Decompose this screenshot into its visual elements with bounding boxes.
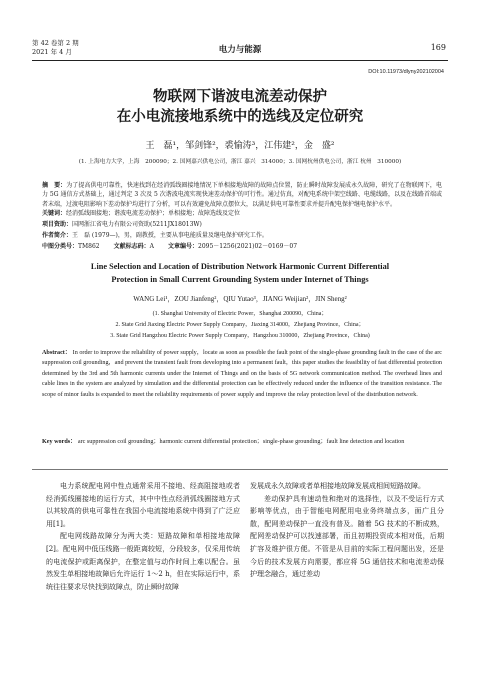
page-number: 169 xyxy=(430,43,446,52)
body-paragraph: 电力系统配电网中性点通常采用不接地、经高阻接地或者经消弧线圈接地的运行方式，其中中性点经消弧线圈接地方式以其较高的供电可靠性在我国小电流接地系统中得到了广泛应用[1]。 xyxy=(46,482,240,528)
fund-text: 国网浙江省电力有限公司资助(5211JX18013W) xyxy=(72,221,202,228)
doc-code-label: 文献标志码： xyxy=(113,243,150,250)
doi: DOI:10.11973/dlyny202102004 xyxy=(368,69,444,75)
abstract-zh-label: 摘 要： xyxy=(42,182,67,189)
body-column-left xyxy=(46,480,240,593)
body-column-right xyxy=(250,480,444,581)
volume-issue: 第 42 卷第 2 期 xyxy=(32,39,79,47)
journal-name: 电力与能源 xyxy=(218,45,262,55)
abstract-zh-text: 为了提高供电可靠性，快速找到在经消弧线圈接地情况下单相接地故障的故障点位置，防止瞬时故障发展成永久故障，研究了在物联网下，电力 5G 通信方式基础上，通过判定 3 次及 5 次谐波电流实现快速差动保护的可行性。通过仿真，对配电系统中架空线路、电缆线路，以及在线路首端或者末端，过渡电阻影响下差动保护均进行了分析，可以有效避免故障点摆位大，以满足供电可靠性要求并提升配电保护继电保护水平。 xyxy=(42,182,442,208)
doc-code-value: A xyxy=(149,243,154,250)
author-bio xyxy=(42,230,268,239)
keywords-zh-label: 关键词： xyxy=(42,210,67,217)
abstract-en-text: In order to improve the reliability of power supply，locate as soon as possible the fault point of the single-phase grounding fault in the case of the arc suppression coil grounding，and prevent the transient fault from developing into a permanent fault，this paper studies the feasibility of fast differential protection determined by the 3rd and 5th harmonic currents under the Internet of Things and on the basis of 5G network communication method. The overhead lines and cable lines in the system are analyzed by simulation and the differential protection can be effectively reduced under the influence of the transition resistance. The scope of minor faults is expanded to meet the reliability requirements of power supply and improve the relay protection level of the distribution network. xyxy=(42,350,442,398)
article-no-value: 2095－1256(2021)02－0169－07 xyxy=(198,243,298,250)
keywords-zh-text: 经消弧线圈接地；谐波电流差动保护；单相接地；故障选线及定位 xyxy=(66,210,241,217)
issue-date: 2021 年 4 月 xyxy=(32,48,72,56)
abstract-en xyxy=(42,348,442,400)
header-rule xyxy=(32,60,448,61)
affiliation-en-1: (1. Shanghai University of Electric Power，Shanghai 200090，China； xyxy=(152,311,328,317)
keywords-en-label: Key words： xyxy=(42,439,77,445)
abstract-en-label: Abstract： xyxy=(42,350,72,356)
title-en-line-1: Line Selection and Location of Distribution Network Harmonic Current Differential xyxy=(90,262,390,271)
affiliations-zh: (1. 上海电力大学，上海 200090；2. 国网嘉兴供电公司，浙江 嘉兴 314000；3. 国网杭州供电公司，浙江 杭州 310000) xyxy=(78,159,402,165)
author-bio-label: 作者简介： xyxy=(42,232,73,239)
keywords-en xyxy=(42,437,442,447)
author-bio-text: 王 磊 (1979—)，男，副教授，主要从事电能质量及继电保护研究工作。 xyxy=(72,232,268,239)
fund-info xyxy=(42,219,202,228)
abstract-zh xyxy=(42,181,442,209)
article-no-label: 文章编号： xyxy=(167,243,198,250)
title-zh-line-1: 物联网下谐波电流差动保护 xyxy=(153,88,327,105)
body-paragraph: 差动保护具有速动性和绝对的选择性，以及不受运行方式影响等优点，由于智能电网配用电业务终端点多，面广且分散，配网差动保护一直没有普及。随着 5G 技术的不断成熟，配网差动保护可以找速部署，而且初期投资成本相对低，后期扩容及维护很方便。不管是从目前的实际工程问题出发，还是今后的技术发展方向需要，都应将 5G 通信技术和电流差动保护理念融合，通过差动 xyxy=(250,494,444,579)
keywords-en-text: arc suppression coil grounding；harmonic current differential protection；single-phase grounding；fault line detection and location xyxy=(77,439,405,445)
body-paragraph: 发展成永久故障或者单相接地故障发展成相间短路故障。 xyxy=(250,482,425,490)
authors-zh: 王 磊¹，邹剑锋²，裘愉涛³，江伟建²，金 盛² xyxy=(145,141,335,151)
keywords-zh xyxy=(42,208,240,217)
clc-value: TM862 xyxy=(78,243,100,250)
title-zh-line-2: 在小电流接地系统中的选线及定位研究 xyxy=(116,108,364,125)
body-paragraph: 配电网线路故障分为两大类：短路故障和单相接地故障[2]。配电网中低压线路一般距离较短，分段较多，仅采用传统的电流保护或距离保护，在整定值与动作时间上难以配合。虽然发生单相接地故障后允许运行 1～2 h，但在实际运行中，系统往往要求尽快找到故障点，防止瞬时故障 xyxy=(46,532,240,591)
classification-line xyxy=(42,241,297,250)
authors-en: WANG Lei¹，ZOU Jianfeng²，QIU Yutao³，JIANG Weijian²，JIN Sheng² xyxy=(133,295,347,303)
affiliation-en-2: 2. State Grid Jiaxing Electric Power Supply Company，Jiaxing 314000，Zhejiang Province，China； xyxy=(115,322,365,328)
affiliation-en-3: 3. State Grid Hangzhou Electric Power Supply Company，Hangzhou 310000，Zhejiang Province，China) xyxy=(110,333,370,339)
fund-label: 项目资助： xyxy=(42,221,73,228)
title-en-line-2: Protection in Small Current Grounding System under Internet of Things xyxy=(111,275,369,284)
section-divider xyxy=(32,469,448,470)
clc-label: 中图分类号： xyxy=(42,243,79,250)
